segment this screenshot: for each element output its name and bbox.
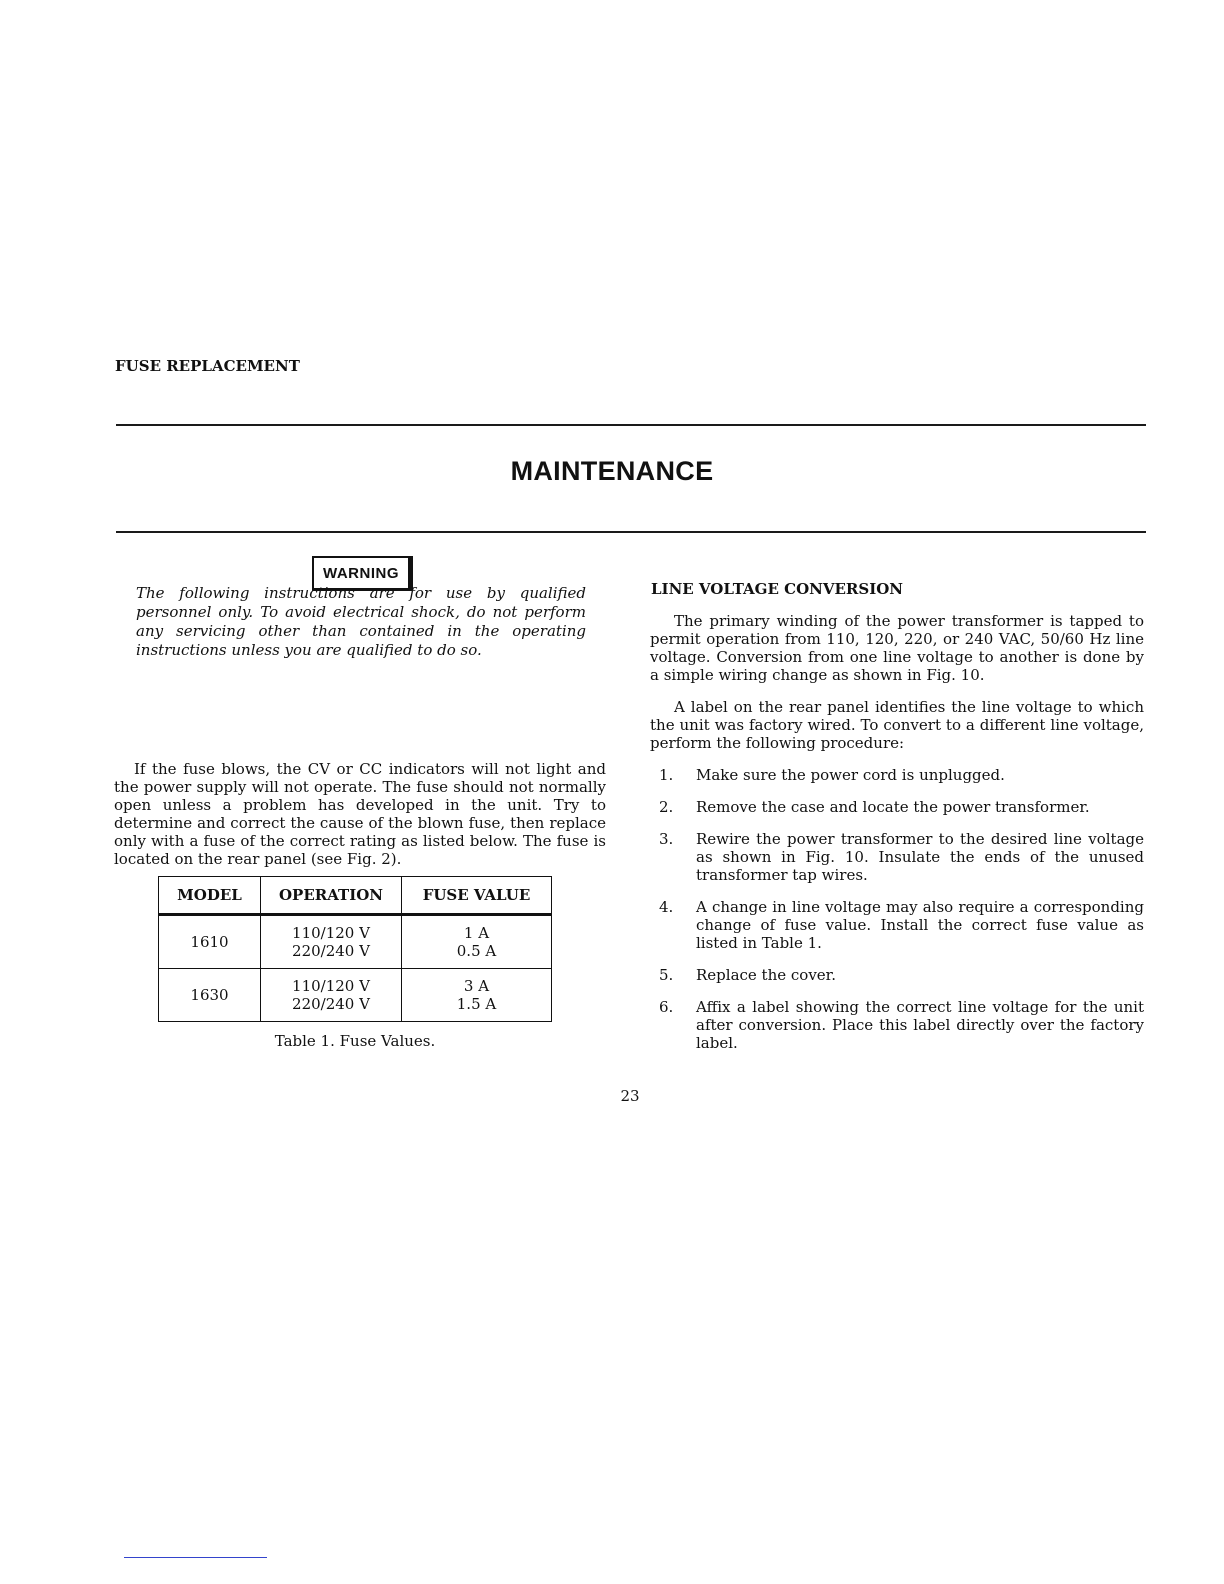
step-number: 6. (659, 998, 674, 1016)
table-header-row (159, 877, 552, 915)
step-text: Affix a label showing the correct line voltage for the unit after conversion. Place this label directly over the factory label. (696, 998, 1144, 1052)
column-header-operation: OPERATION (261, 877, 402, 915)
table-caption: Table 1. Fuse Values. (274, 1032, 436, 1050)
title-bottom-rule (116, 531, 1146, 533)
list-item (650, 998, 1144, 1052)
model-cell: 1630 (159, 969, 261, 1022)
operation-value: 110/120 V (292, 924, 370, 942)
list-item (650, 798, 1144, 816)
list-item (650, 830, 1144, 884)
fuse-value: 1.5 A (456, 995, 497, 1013)
column-header-model: MODEL (159, 877, 261, 915)
fuse-value: 1 A (463, 924, 490, 942)
line-voltage-heading: LINE VOLTAGE CONVERSION (651, 580, 904, 598)
footer-link-line[interactable] (124, 1557, 267, 1558)
warning-label: WARNING (312, 556, 413, 591)
step-number: 4. (659, 898, 674, 916)
step-number: 1. (659, 766, 674, 784)
line-voltage-paragraph-1: The primary winding of the power transformer is tapped to permit operation from 110, 120, 220, or 240 VAC, 50/60 Hz line voltage. Conversion from one line voltage to another is done by a simple wiring change as shown in Fig. 10. (650, 612, 1144, 684)
line-voltage-paragraph-2: A label on the rear panel identifies the line voltage to which the unit was factory wired. To convert to a different line voltage, perform the following procedure: (650, 698, 1144, 752)
step-text: Replace the cover. (696, 966, 836, 984)
column-header-fuse-value: FUSE VALUE (402, 877, 552, 915)
operation-value: 220/240 V (292, 995, 370, 1013)
fuse-value: 0.5 A (456, 942, 497, 960)
operation-value: 110/120 V (292, 977, 370, 995)
page-title: MAINTENANCE (510, 456, 714, 486)
step-number: 2. (659, 798, 674, 816)
list-item (650, 766, 1144, 784)
table-row (159, 915, 552, 969)
table-row (159, 969, 552, 1022)
operation-value: 220/240 V (292, 942, 370, 960)
procedure-steps (650, 766, 1144, 1066)
step-number: 5. (659, 966, 674, 984)
step-text: A change in line voltage may also require a corresponding change of fuse value. Install the correct fuse value as listed in Table 1. (696, 898, 1144, 952)
fuse-replacement-heading: FUSE REPLACEMENT (115, 357, 300, 375)
list-item (650, 898, 1144, 952)
fuse-replacement-paragraph: If the fuse blows, the CV or CC indicators will not light and the power supply will not operate. The fuse should not normally open unless a problem has developed in the unit. Try to determine and correct the cause of the blown fuse, then replace only with a fuse of the correct rating as listed below. The fuse is located on the rear panel (see Fig. 2). (114, 760, 606, 868)
step-text: Remove the case and locate the power transformer. (696, 798, 1090, 816)
fuse-values-table (158, 876, 552, 1022)
model-cell: 1610 (159, 915, 261, 969)
step-text: Rewire the power transformer to the desired line voltage as shown in Fig. 10. Insulate the ends of the unused transformer tap wires. (696, 830, 1144, 884)
list-item (650, 966, 1144, 984)
fuse-value-cell (402, 915, 552, 969)
step-text: Make sure the power cord is unplugged. (696, 766, 1005, 784)
top-rule (116, 424, 1146, 426)
warning-text: The following instructions are for use by qualified personnel only. To avoid electrical shock, do not perform any servicing other than contained in the operating instructions unless you are qualified to do so. (136, 584, 586, 659)
fuse-value: 3 A (463, 977, 490, 995)
page-number: 23 (620, 1087, 640, 1105)
step-number: 3. (659, 830, 674, 848)
operation-cell (261, 915, 402, 969)
fuse-value-cell (402, 969, 552, 1022)
operation-cell (261, 969, 402, 1022)
